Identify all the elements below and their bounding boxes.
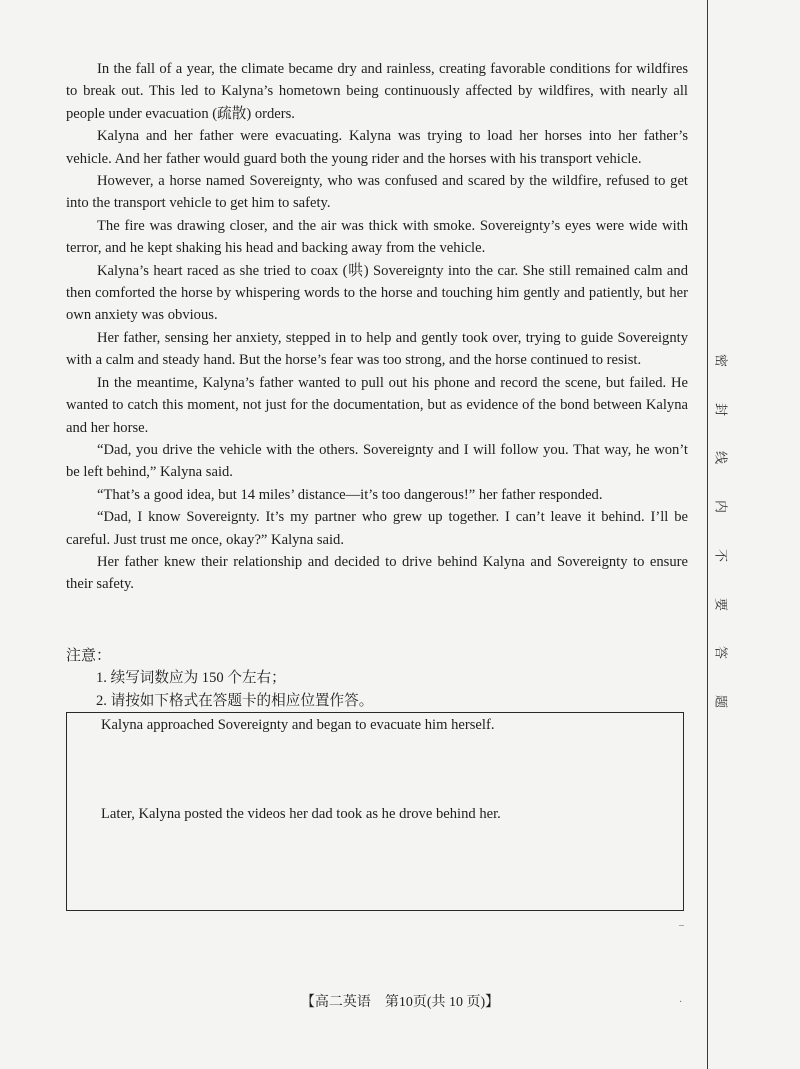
- note-item-1: 1. 续写词数应为 150 个左右；: [96, 670, 286, 686]
- margin-char: 线: [712, 450, 728, 464]
- paragraph-2: Kalyna and her father were evacuating. Kalyna was trying to load her horses into her father’s vehicle. And her father would guard both the young rider and the horses with his transport vehicle.: [66, 128, 688, 167]
- paragraph-3: However, a horse named Sovereignty, who was confused and scared by the wildfire, refused to get into the transport vehicle to get him to safety.: [66, 173, 688, 212]
- paragraph-8: “Dad, you drive the vehicle with the others. Sovereignty and I will follow you. That way, he won’t be left behind,” Kalyna said.: [66, 441, 688, 481]
- answer-opening-line-2: Later, Kalyna posted the videos her dad took as he drove behind her.: [101, 806, 501, 822]
- margin-char: 密: [712, 353, 728, 367]
- stray-mark: ·: [679, 997, 683, 1008]
- paragraph-1: In the fall of a year, the climate became dry and rainless, creating favorable conditions for wildfires to break out. This led to Kalyna’s hometown being continuously affected by wildfires, with nearly all people under evacuation (疏散) orders.: [66, 61, 688, 122]
- paragraph-11: Her father knew their relationship and decided to drive behind Kalyna and Sovereignty to ensure their safety.: [66, 553, 688, 593]
- margin-char: 封: [712, 402, 728, 416]
- margin-char: 题: [712, 694, 728, 708]
- paragraph-5: Kalyna’s heart raced as she tried to coax (哄) Sovereignty into the car. She still remained calm and then comforted the horse by whispering words to the horse and touching him gently and patiently, but her own anxiety was obvious.: [66, 262, 688, 324]
- paragraph-4: The fire was drawing closer, and the air was thick with smoke. Sovereignty’s eyes were wide with terror, and he kept shaking his head and backing away from the vehicle.: [66, 217, 688, 257]
- paragraph-9: “That’s a good idea, but 14 miles’ distance—it’s too dangerous!” her father responded.: [97, 486, 603, 503]
- answer-box[interactable]: [66, 712, 684, 911]
- margin-char: 不: [712, 548, 728, 562]
- margin-char: 要: [712, 597, 728, 611]
- paragraph-6: Her father, sensing her anxiety, stepped in to help and gently took over, trying to guide Sovereignty with a calm and steady hand. But the horse’s fear was too strong, and the horse continued to resist.: [66, 329, 688, 369]
- margin-char: 内: [712, 499, 728, 513]
- binding-margin-line: [707, 0, 708, 1069]
- margin-char: 答: [712, 645, 728, 659]
- notes-title: 注意：: [66, 648, 112, 664]
- paragraph-10: “Dad, I know Sovereignty. It’s my partner who grew up together. I can’t leave it behind. I’ll be careful. Just trust me once, okay?” Kalyna said.: [66, 509, 688, 548]
- page-footer: 【高二英语 第10页(共 10 页)】: [300, 995, 500, 1010]
- answer-opening-line-1: Kalyna approached Sovereignty and began to evacuate him herself.: [101, 717, 495, 733]
- passage: [66, 58, 688, 596]
- stray-mark: –: [679, 920, 684, 931]
- note-item-2: 2. 请按如下格式在答题卡的相应位置作答。: [96, 693, 374, 709]
- paragraph-7: In the meantime, Kalyna’s father wanted to pull out his phone and record the scene, but failed. He wanted to catch this moment, not just for the documentation, but as evidence of the bond between Kalyna and her horse.: [66, 374, 688, 436]
